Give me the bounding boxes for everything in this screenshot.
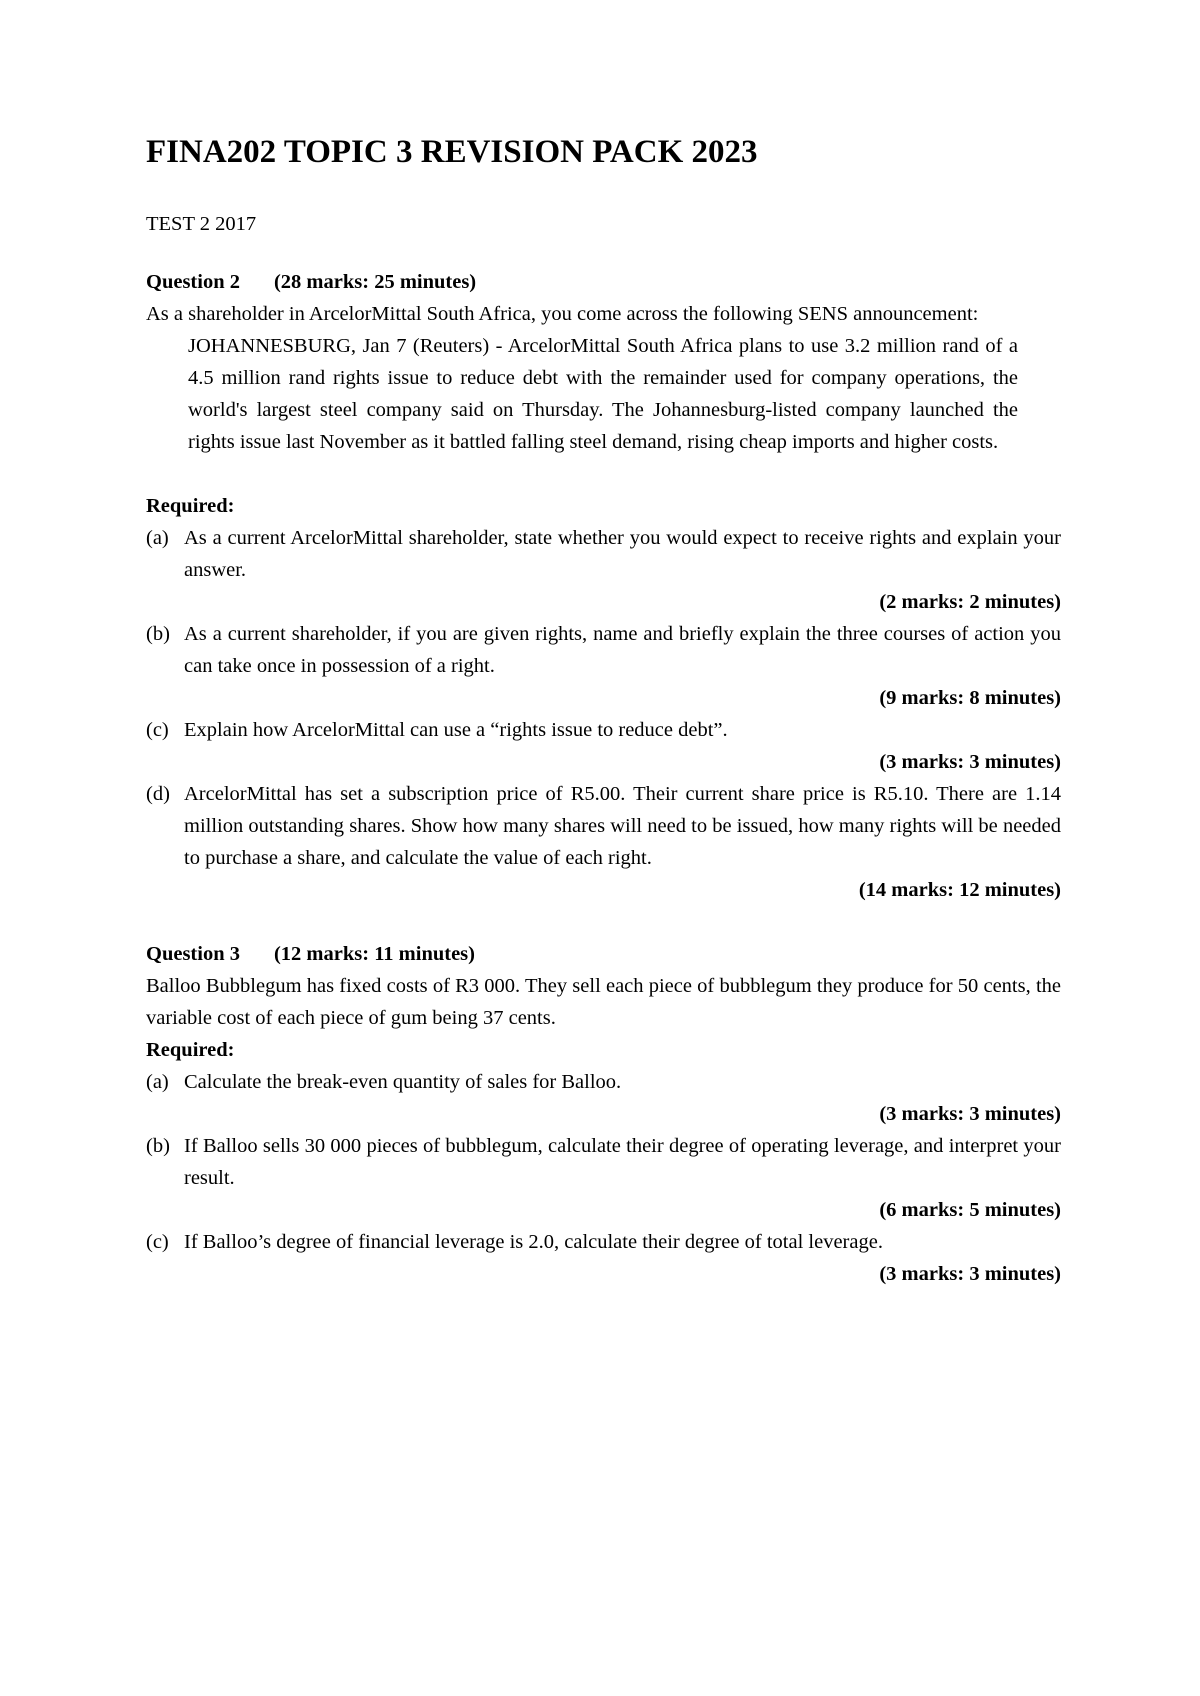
question-2-item-d <box>146 778 1061 874</box>
item-text: As a current ArcelorMittal shareholder, state whether you would expect to receive rights and explain your answer. <box>184 527 1061 581</box>
question-2-heading <box>146 266 1061 298</box>
document-content <box>146 132 1061 1290</box>
question-3-item-b <box>146 1130 1061 1194</box>
item-text: If Balloo’s degree of financial leverage is 2.0, calculate their degree of total leverage. <box>184 1231 883 1253</box>
item-label: (a) <box>146 527 169 549</box>
item-text: Explain how ArcelorMittal can use a “rights issue to reduce debt”. <box>184 719 728 741</box>
question-3-required-label: Required: <box>146 1039 235 1061</box>
item-marks: (14 marks: 12 minutes) <box>858 879 1061 901</box>
question-3-heading <box>146 938 1061 970</box>
item-text: Calculate the break-even quantity of sales for Balloo. <box>184 1071 622 1093</box>
item-label: (a) <box>146 1071 169 1093</box>
item-marks: (3 marks: 3 minutes) <box>879 751 1061 773</box>
question-3-item-a <box>146 1066 1061 1098</box>
item-marks: (6 marks: 5 minutes) <box>879 1199 1061 1221</box>
item-text: As a current shareholder, if you are given rights, name and briefly explain the three courses of action you can take once in possession of a right. <box>184 623 1061 677</box>
item-label: (b) <box>146 623 170 645</box>
question-2-item-b <box>146 618 1061 682</box>
question-3-label: Question 3 <box>146 943 240 965</box>
item-marks: (3 marks: 3 minutes) <box>879 1263 1061 1285</box>
item-text: If Balloo sells 30 000 pieces of bubblegum, calculate their degree of operating leverage, and interpret your result. <box>184 1135 1061 1189</box>
item-marks: (3 marks: 3 minutes) <box>879 1103 1061 1125</box>
item-label: (c) <box>146 1231 169 1253</box>
sens-announcement-quote: JOHANNESBURG, Jan 7 (Reuters) - ArcelorMittal South Africa plans to use 3.2 million rand of a 4.5 million rand rights issue to reduce debt with the remainder used for company operations, the world's largest steel company said on Thursday. The Johannesburg-listed company launched the rights issue last November as it battled falling steel demand, rising cheap imports and higher costs. <box>188 335 1018 453</box>
question-2-marks: (28 marks: 25 minutes) <box>273 271 477 293</box>
question-2-intro: As a shareholder in ArcelorMittal South Africa, you come across the following SENS announcement: <box>146 303 979 325</box>
item-marks: (2 marks: 2 minutes) <box>879 591 1061 613</box>
question-2-required-label: Required: <box>146 495 235 517</box>
question-3-intro: Balloo Bubblegum has fixed costs of R3 000. They sell each piece of bubblegum they produce for 50 cents, the variable cost of each piece of gum being 37 cents. <box>146 975 1061 1029</box>
test-heading: TEST 2 2017 <box>146 213 257 235</box>
question-2-item-a <box>146 522 1061 586</box>
question-3-marks: (12 marks: 11 minutes) <box>273 943 475 965</box>
item-text: ArcelorMittal has set a subscription price of R5.00. Their current share price is R5.10. There are 1.14 million outstanding shares. Show how many shares will need to be issued, how many rights will be needed to purchase a share, and calculate the value of each right. <box>184 783 1061 869</box>
item-label: (c) <box>146 719 169 741</box>
question-2-label: Question 2 <box>146 271 240 293</box>
question-3-item-c <box>146 1226 1061 1258</box>
item-label: (b) <box>146 1135 170 1157</box>
item-label: (d) <box>146 783 170 805</box>
item-marks: (9 marks: 8 minutes) <box>879 687 1061 709</box>
document-title: FINA202 TOPIC 3 REVISION PACK 2023 <box>146 134 758 170</box>
question-2-item-c <box>146 714 1061 746</box>
